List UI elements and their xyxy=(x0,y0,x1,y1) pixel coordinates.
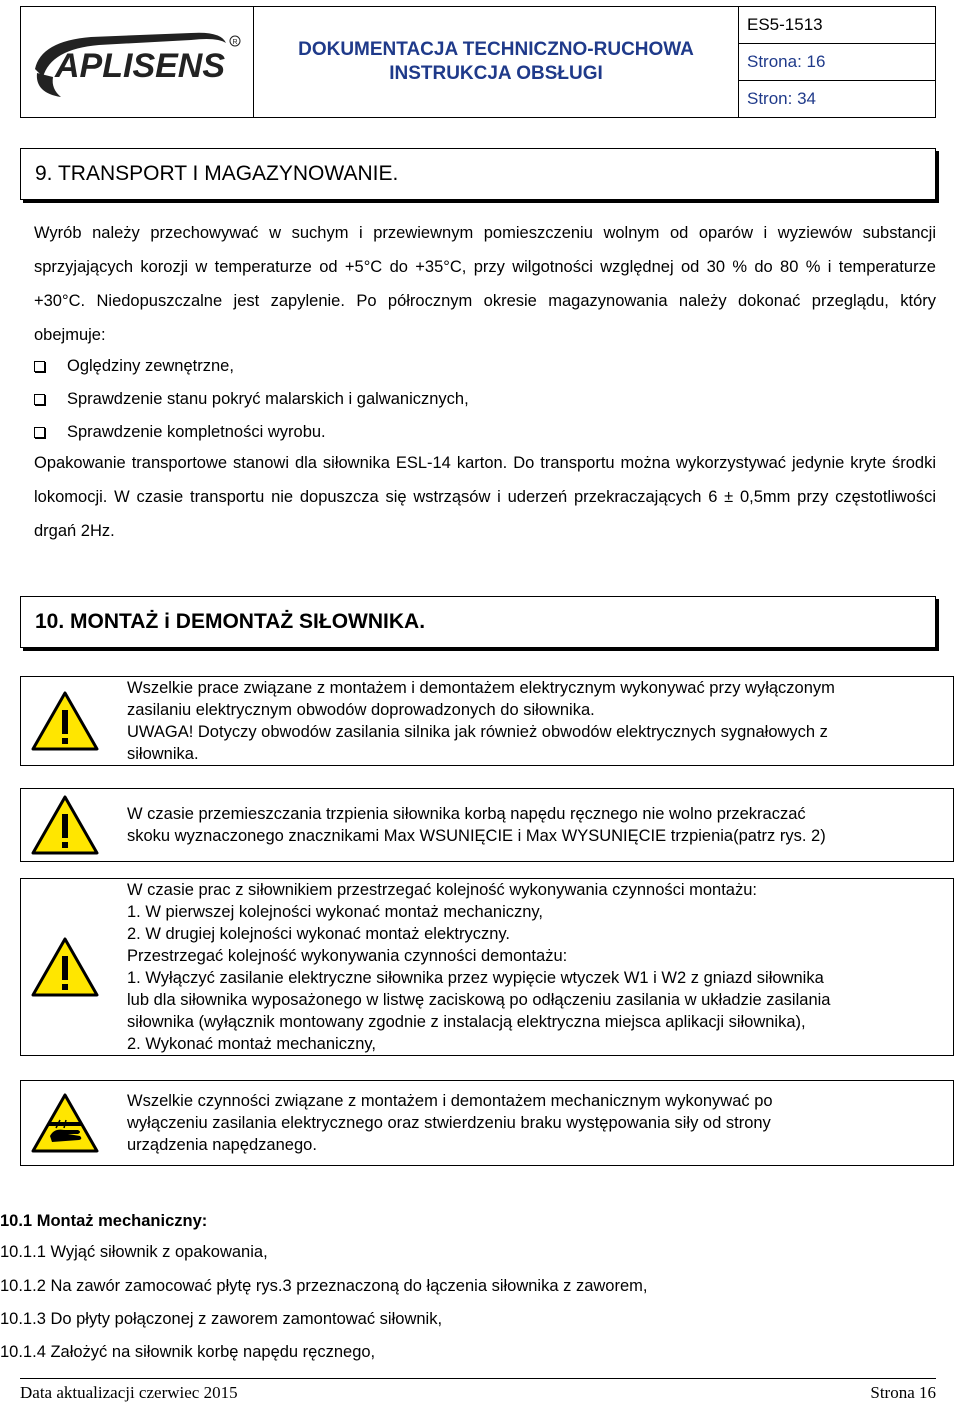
logo-text: APLISENS xyxy=(55,47,226,85)
warning-box xyxy=(20,1080,954,1166)
warning-text: W czasie prac z siłownikiem przestrzegać kolejność wykonywania czynności montażu: 1. W pierwszej kolejności wykonać montaż mechaniczny, 2. W drugiej kolejności wykonać montaż elektryczny. Przestrzegać kolejność wykonywania czynności demontażu: 1. Wyłączyć zasilanie elektryczne siłownika przez wypięcie wtyczek W1 i W2 z gniazd siłownika lub dla siłownika wyposażonego w listwę zaciskową po odłączeniu zasilania w układzie zasilania siłownika (wyłącznik montowany zgodnie z instalacją elektryczna miejsca aplikacji siłownika), 2. Wykonać montaż mechaniczny, xyxy=(127,881,831,1053)
section-10-heading: 10. MONTAŻ i DEMONTAŻ SIŁOWNIKA. xyxy=(20,596,936,648)
doc-number: ES5-1513 xyxy=(739,7,935,44)
document-meta xyxy=(739,7,935,117)
title-line-2: INSTRUKCJA OBSŁUGI xyxy=(389,63,603,84)
page-number: Strona: 16 xyxy=(739,44,935,81)
hand-crush-warning-icon xyxy=(21,1081,109,1165)
warning-exclamation-icon xyxy=(21,677,109,765)
aplisens-logo-icon xyxy=(21,7,253,117)
storage-paragraph: Wyrób należy przechowywać w suchym i przewiewnym pomieszczeniu wolnym od oparów i wyziewów substancji sprzyjających korozji w temperaturze od +5°C do +35°C, przy wilgotności względnej od 30 % do 80 % i temperaturze +30°C. Niedopuszczalne jest zapylenie. Po półrocznym okresie magazynowania należy dokonać przeglądu, który obejmuje: xyxy=(34,224,936,344)
list-item: 10.1.1 Wyjąć siłownik z opakowania, xyxy=(0,1243,268,1261)
list-item: Oględziny zewnętrzne, xyxy=(34,350,469,383)
inspection-list xyxy=(34,350,469,449)
list-item: 10.1.3 Do płyty połączonej z zaworem zamontować siłownik, xyxy=(0,1310,443,1328)
checkbox-bullet-icon xyxy=(34,361,45,372)
checkbox-bullet-icon xyxy=(34,394,45,405)
warning-box xyxy=(20,878,954,1056)
footer-page-number: Strona 16 xyxy=(870,1382,936,1402)
company-logo xyxy=(21,7,254,117)
warning-text: Wszelkie prace związane z montażem i demontażem elektrycznym wykonywać przy wyłączonym zasilaniu elektrycznym obwodów doprowadzonych do siłownika. UWAGA! Dotyczy obwodów zasilania silnika jak również obwodów elektrycznych sygnałowych z siłownika. xyxy=(127,679,835,763)
page-footer xyxy=(20,1378,936,1406)
checkbox-bullet-icon xyxy=(34,427,45,438)
list-item: 10.1.4 Założyć na siłownik korbę napędu ręcznego, xyxy=(0,1343,376,1361)
warning-box xyxy=(20,676,954,766)
page-count: Stron: 34 xyxy=(747,89,816,108)
warning-exclamation-icon xyxy=(21,789,109,861)
warning-exclamation-icon xyxy=(21,879,109,1055)
warning-box xyxy=(20,788,954,862)
list-item: 10.1.2 Na zawór zamocować płytę rys.3 przeznaczoną do łączenia siłownika z zaworem, xyxy=(0,1277,648,1295)
page-header xyxy=(20,6,936,118)
subsection-heading: 10.1 Montaż mechaniczny: xyxy=(0,1212,208,1230)
warning-text: Wszelkie czynności związane z montażem i demontażem mechanicznym wykonywać po wyłączeniu zasilania elektrycznego oraz stwierdzeniu braku występowania siły od strony urządzenia napędzanego. xyxy=(127,1092,773,1154)
warning-text: W czasie przemieszczania trzpienia siłownika korbą napędu ręcznego nie wolno przekraczać skoku wyznaczonego znacznikami Max WSUNIĘCIE i Max WYSUNIĘCIE trzpienia(patrz rys. 2) xyxy=(127,805,826,845)
list-item: Sprawdzenie stanu pokryć malarskich i galwanicznych, xyxy=(34,383,469,416)
document-title xyxy=(254,7,739,117)
update-date: Data aktualizacji czerwiec 2015 xyxy=(20,1382,238,1402)
list-item: Sprawdzenie kompletności wyrobu. xyxy=(34,416,469,449)
svg-text:R: R xyxy=(232,39,238,46)
transport-paragraph: Opakowanie transportowe stanowi dla siłownika ESL-14 karton. Do transportu można wykorzystywać jedynie kryte środki lokomocji. W czasie transportu nie dopuszcza się wstrząsów i uderzeń przekraczających 6 ± 0,5mm przy częstotliwości drgań 2Hz. xyxy=(34,454,936,540)
title-line-1: DOKUMENTACJA TECHNICZNO-RUCHOWA xyxy=(298,39,694,60)
section-9-heading: 9. TRANSPORT I MAGAZYNOWANIE. xyxy=(20,148,936,200)
